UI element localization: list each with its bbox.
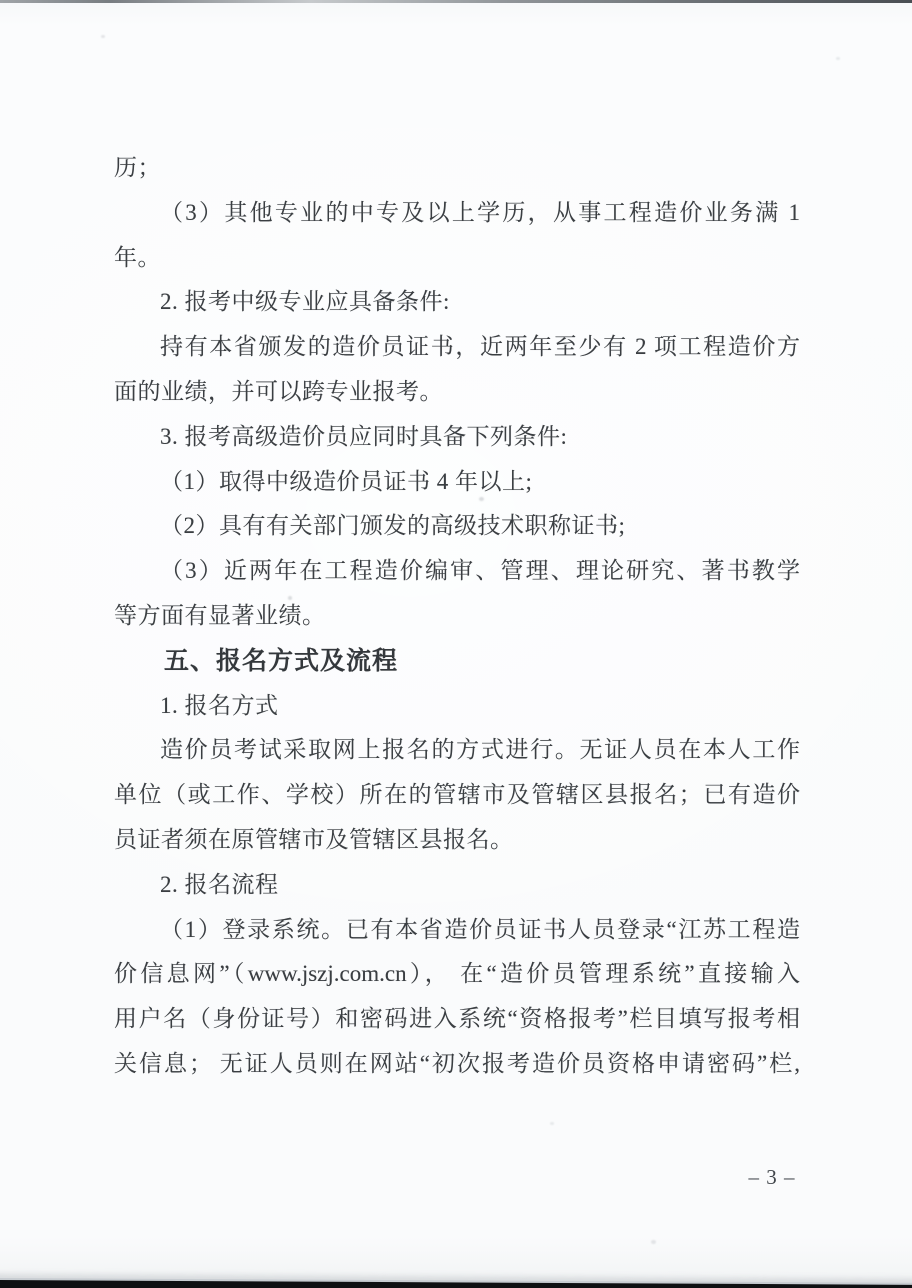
scan-edge-bottom (0, 1280, 912, 1288)
text-line: （1）登录系统。已有本省造价员证书人员登录“江苏工程造 (160, 916, 800, 942)
text-line: （1）取得中级造价员证书 4 年以上; (160, 468, 533, 494)
text-line: 历； (114, 155, 161, 180)
text-line: （3）近两年在工程造价编审、管理、理论研究、著书教学 (160, 558, 800, 584)
text-line: 单位（或工作、学校）所在的管辖市及管辖区县报名；已有造价 (114, 782, 800, 808)
text-line: （3）其他专业的中专及以上学历，从事工程造价业务满 1 (160, 199, 800, 225)
scan-speck (288, 596, 292, 600)
text-line: 造价员考试采取网上报名的方式进行。无证人员在本人工作 (160, 737, 800, 763)
text-line: 面的业绩，并可以跨专业报考。 (114, 379, 443, 404)
scan-speck (479, 497, 484, 501)
scan-edge-top (0, 0, 912, 3)
text-line: 1. 报名方式 (160, 692, 279, 718)
scan-speck (651, 1240, 656, 1244)
text-line: （2）具有有关部门颁发的高级技术职称证书; (160, 513, 626, 539)
text-line: 等方面有显著业绩。 (114, 603, 326, 628)
page-number: – 3 – (748, 1165, 796, 1189)
scan-speck (836, 57, 840, 60)
text-line: 3. 报考高级造价员应同时具备下列条件: (160, 423, 568, 449)
text-line: 2. 报考中级专业应具备条件: (160, 289, 450, 315)
scan-speck (101, 35, 105, 38)
text-line: 关信息； 无证人员则在网站“初次报考造价员资格申请密码”栏, (114, 1051, 800, 1076)
text-line: 年。 (114, 244, 161, 270)
text-line: 2. 报名流程 (160, 871, 279, 897)
text-line: 价信息网”（www.jszj.com.cn）， 在“造价员管理系统”直接输入 (114, 961, 800, 987)
text-line: 员证者须在原管辖市及管辖区县报名。 (114, 827, 514, 852)
text-line: 用户名（身份证号）和密码进入系统“资格报考”栏目填写报考相 (114, 1006, 800, 1032)
text-line: 持有本省颁发的造价员证书，近两年至少有 2 项工程造价方 (160, 334, 800, 360)
scan-speck (308, 427, 312, 430)
section-heading: 五、报名方式及流程 (164, 646, 399, 675)
scan-speck (550, 1122, 554, 1125)
